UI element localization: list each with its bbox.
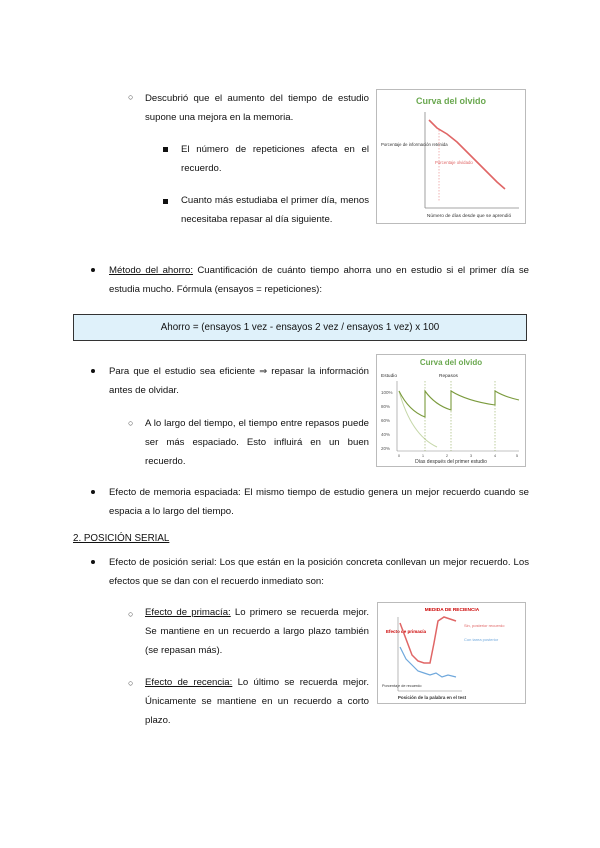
x-tick: 4 (493, 453, 497, 458)
x-tick: 3 (469, 453, 473, 458)
circle-bullet: ○ (128, 678, 134, 688)
chart-title: Curva del olvido (415, 96, 487, 106)
paragraph-posicion-serial: Efecto de posición serial: Los que están en la posición concreta conllevan un mejor recuerdo. Los efectos que se dan con el recuerdo inmediato son: (109, 557, 529, 587)
serial-position-figure (377, 602, 526, 704)
y-tick: 100% (381, 390, 393, 395)
x-axis-label: Número de días desde que se aprendió (426, 214, 512, 219)
series-line-2 (400, 647, 456, 677)
circle-bullet: ○ (128, 609, 134, 619)
curve-with-reviews (399, 391, 519, 417)
x-tick: 1 (421, 453, 425, 458)
metodo-text: Cuantificación de cuánto tiempo ahorra uno en estudio si el primer día se estudia mucho. Fórmula (ensayos = repeticiones): (109, 265, 529, 295)
chart-title: Curva del olvido (419, 358, 483, 367)
square-bullet (163, 147, 168, 152)
chart-title: MEDIDA DE RECIENCIA (424, 608, 480, 613)
y-axis-label: Porcentaje de recuerdo (382, 684, 422, 688)
recencia-label: Efecto de recencia: (145, 677, 233, 688)
x-axis-label: Posición de la palabra en el test (397, 695, 467, 700)
formula-box: Ahorro = (ensayos 1 vez - ensayos 2 vez / ensayos 1 vez) x 100 (73, 314, 527, 341)
dot-bullet (91, 490, 95, 494)
y-tick: 40% (381, 432, 391, 437)
paragraph-descubrio: Descubrió que el aumento del tiempo de estudio supone una mejora en la memoria. (145, 93, 369, 123)
primacia-label: Efecto de primacía: (145, 607, 231, 618)
y-tick: 80% (381, 404, 391, 409)
x-tick: 2 (445, 453, 449, 458)
circle-bullet: ○ (128, 92, 134, 102)
x-axis-label: Días después del primer estudio (415, 459, 487, 465)
dot-bullet (91, 268, 95, 272)
circle-bullet: ○ (128, 418, 134, 428)
paragraph-primacia (145, 603, 369, 660)
paragraph-cuanto-mas: Cuanto más estudiaba el primer día, menos necesitaba repasar al día siguiente. (181, 195, 369, 225)
paragraph-para-que: Para que el estudio sea eficiente ⇒ repasar la información antes de olvidar. (109, 366, 369, 396)
forgetting-curve-chart-2 (377, 355, 525, 466)
paragraph-a-lo-largo: A lo largo del tiempo, el tiempo entre repasos puede ser más espaciado. Esto influirá en un buen recuerdo. (145, 418, 369, 467)
annotation-label: Porcentaje olvidado (435, 160, 473, 165)
series-line-1 (400, 617, 456, 663)
primacia-text: Lo primero se recuerda mejor. Se mantiene en un recuerdo a largo plazo también (se repasan más). (145, 607, 370, 656)
forgetting-curve-line (429, 120, 505, 189)
review-label: Repasos (439, 374, 458, 379)
metodo-label: Método del ahorro: (109, 265, 193, 276)
dot-bullet (91, 369, 95, 373)
y-tick: 60% (381, 418, 391, 423)
serial-position-chart (378, 603, 525, 703)
annotation-primacia: Efecto de primacía (386, 629, 427, 634)
x-tick: 5 (515, 453, 519, 458)
forgetting-curve-figure-1 (376, 89, 526, 224)
y-tick: 20% (381, 446, 391, 451)
paragraph-recencia (145, 673, 369, 730)
square-bullet (163, 199, 168, 204)
section-title: 2. POSICIÓN SERIAL (73, 533, 170, 544)
legend-1: Sin, posterior recuerdo (464, 623, 505, 628)
x-tick: 0 (397, 453, 401, 458)
dot-bullet (91, 560, 95, 564)
paragraph-memoria-espaciada: Efecto de memoria espaciada: El mismo tiempo de estudio genera un mejor recuerdo cuando se espacia a lo largo del tiempo. (109, 487, 529, 517)
curve-no-review (399, 391, 437, 447)
y-axis-label: Porcentaje de información retenida (381, 142, 448, 147)
forgetting-curve-figure-2 (376, 354, 526, 467)
forgetting-curve-chart-1 (377, 90, 525, 223)
legend-2: Con tarea posterior (464, 637, 499, 642)
paragraph-repeticiones: El número de repeticiones afecta en el recuerdo. (181, 144, 369, 174)
paragraph-metodo-ahorro (109, 261, 529, 299)
study-label: Estudio (381, 374, 397, 379)
recencia-text: Lo último se recuerda mejor. Únicamente se mantiene en un recuerdo a corto plazo. (145, 677, 369, 726)
